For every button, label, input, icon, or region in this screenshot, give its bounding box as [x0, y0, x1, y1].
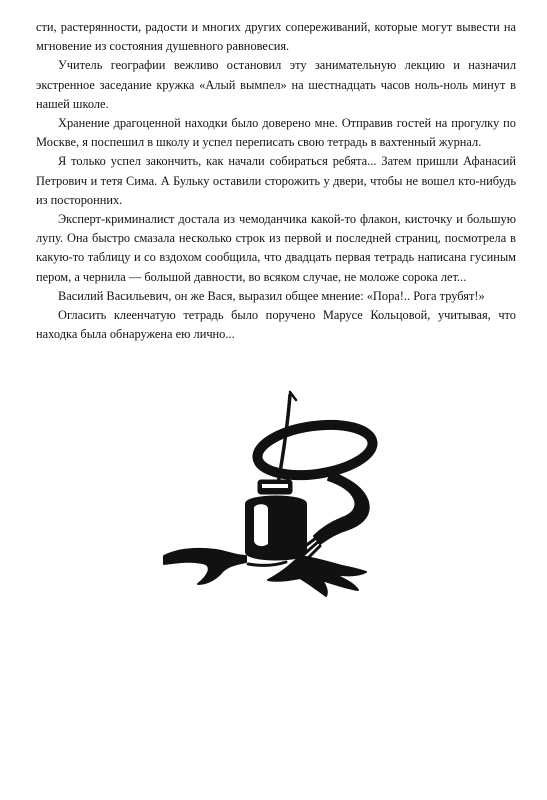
paragraph-6: Василий Васильевич, он же Вася, выразил общее мнение: «Пора!.. Рога трубят!»: [58, 288, 485, 303]
inkwell-illustration: [150, 380, 385, 600]
page-text: [36, 18, 516, 344]
paragraph-2: Учитель географии вежливо остановил эту занимательную лекцию и назначил экстренное заседание кружка «Алый вымпел» на шестнадцать часов ноль-ноль минут в нашей школе.: [36, 58, 516, 111]
paragraph-5: Эксперт-криминалист достала из чемоданчика какой-то флакон, кисточку и большую лупу. Она быстро смазала несколько строк из первой и последней страниц, посмотрела в какую-то таблицу и со вздохом сообщила, что двадцать первая тетрадь написана гусиным пером, а чернила — большой давности, во всяком случае, не моложе сорока лет...: [36, 212, 516, 284]
paragraph-7: Огласить клеенчатую тетрадь было поручено Марусе Кольцовой, учитывая, что находка была обнаружена ею лично...: [36, 308, 516, 342]
paragraph-1: сти, растерянности, радости и многих других сопереживаний, которые могут вывести на мгновение из состояния душевного равновесия.: [36, 20, 516, 54]
inkwell-quill-magnifier-brush-glove-icon: [150, 380, 385, 600]
paragraph-4: Я только успел закончить, как начали собираться ребята... Затем пришли Афанасий Петрович и тетя Сима. А Бульку оставили сторожить у двери, чтобы не вошел кто-нибудь из посторонних.: [36, 154, 516, 207]
paragraph-3: Хранение драгоценной находки было доверено мне. Отправив гостей на прогулку по Москве, я поспешил в школу и успел переписать свою тетрадь в вахтенный журнал.: [36, 116, 516, 150]
